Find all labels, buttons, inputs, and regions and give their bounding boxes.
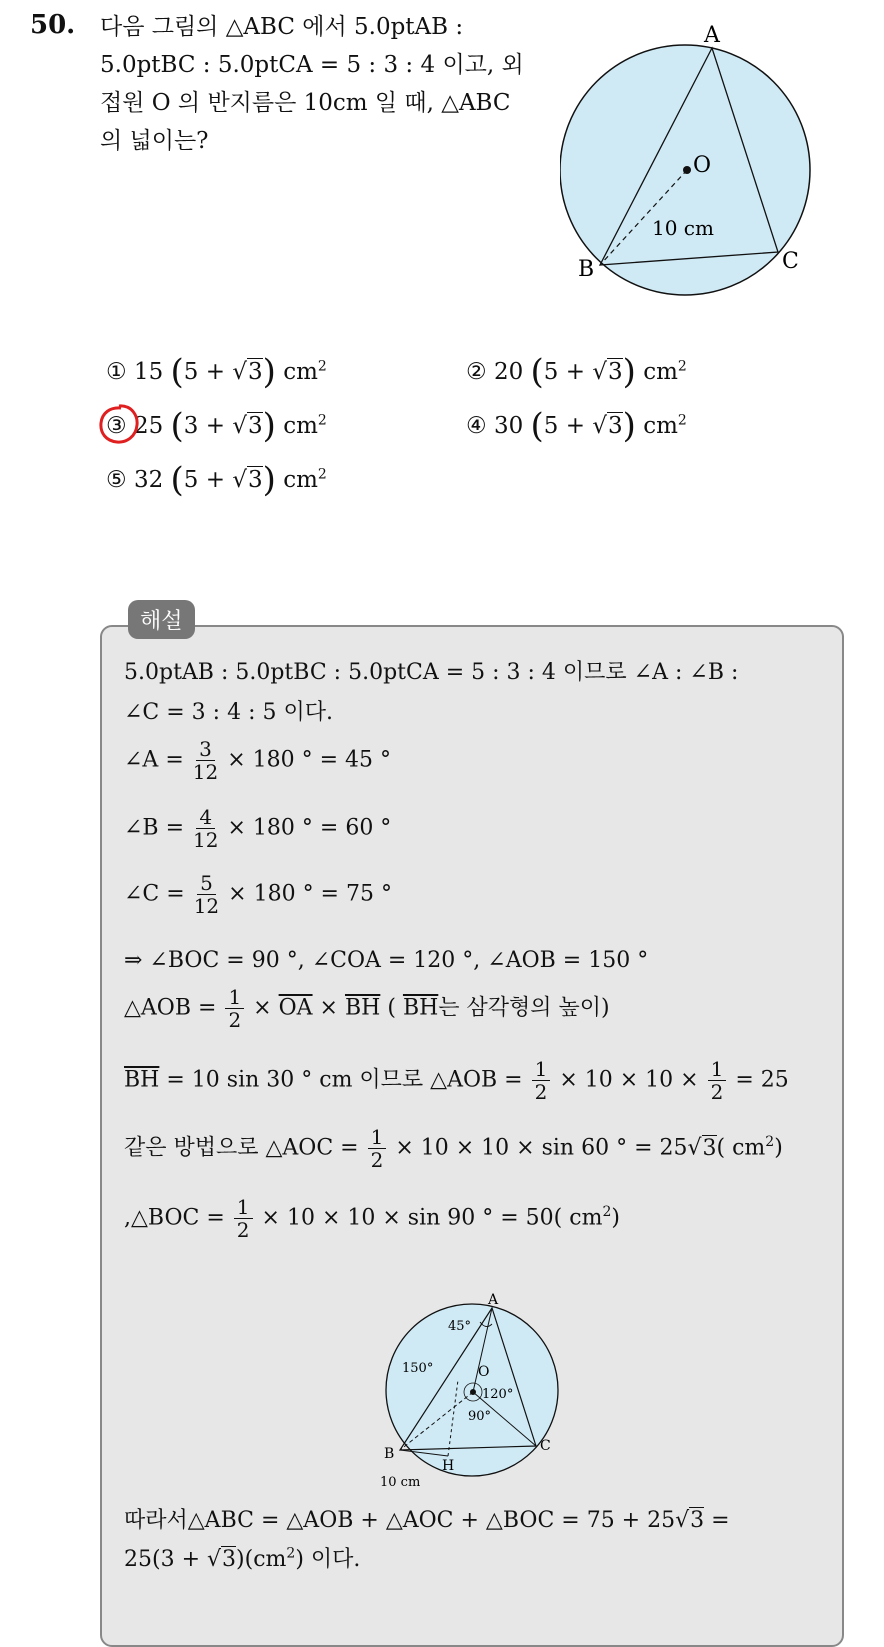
choice-unit: cm (283, 413, 318, 439)
question-line: 의 넓이는? (100, 128, 209, 154)
choice-inner: 5 + (543, 413, 586, 439)
choice-inner: 5 + (543, 359, 586, 385)
choice-exp: 2 (317, 358, 327, 375)
center-point (683, 166, 691, 174)
choice-3[interactable]: ③ 25 (3 + √3) $cm^2$ (106, 406, 327, 446)
choice-1[interactable]: ① 15 (5 + √3) $cm^2$ (106, 352, 327, 392)
solution-line: $\overline{BH} = 10$ sin 30 ° cm 이므로 △AOB = $\frac{1}{2}$ × 10 × 10 × $\frac{1}{2}$ = 25 (124, 1057, 789, 1104)
choice-coef: 32 (133, 467, 164, 493)
choice-root: 3 (247, 359, 263, 385)
choice-root: 3 (607, 359, 623, 385)
label-b: B (578, 257, 595, 282)
svg-text:45°: 45° (448, 1319, 472, 1334)
choice-inner: 5 + (183, 467, 226, 493)
choice-mark: ② (466, 359, 487, 385)
choice-mark: ⑤ (106, 467, 127, 493)
choice-coef: 30 (493, 413, 524, 439)
svg-text:90°: 90° (468, 1409, 492, 1424)
solution-line: △AOB = $\frac{1}{2}$ × $\overline{OA} \times \overline{BH}$ ( $\overline{BH}$는 삼각형의 높이) (124, 985, 610, 1032)
question-text (100, 8, 550, 160)
choice-unit: cm (643, 359, 678, 385)
solution-line: 5.0ptAB : 5.0ptBC : 5.0ptCA = 5 : 3 : 4 이므로 ∠A : ∠B : (124, 660, 739, 685)
choice-mark: ① (106, 359, 127, 385)
question-line: 5.0ptBC : 5.0ptCA = 5 : 3 : 4 이고, 외 (100, 52, 524, 78)
choice-exp: 2 (317, 412, 327, 429)
svg-text:B: B (384, 1446, 395, 1462)
label-o: O (693, 153, 712, 178)
choice-root: 3 (247, 467, 263, 493)
solution-line: ∠B = $\frac{4}{12}$ × 180 ° = 60 ° (124, 805, 392, 852)
choice-unit: cm (283, 359, 318, 385)
choice-mark: ④ (466, 413, 487, 439)
choice-inner: 3 + (183, 413, 226, 439)
choice-unit: cm (643, 413, 678, 439)
label-a: A (704, 23, 720, 48)
svg-text:120°: 120° (482, 1387, 514, 1402)
answer-circle-mark (96, 402, 142, 446)
circumcircle-figure (560, 20, 820, 310)
choice-mark: ③ (106, 413, 127, 439)
solution-tag: 해설 (128, 600, 195, 639)
solution-line: ∠C = 3 : 4 : 5 이다. (124, 700, 333, 725)
question-line: 접원 O 의 반지름은 10cm 일 때, △ABC (100, 90, 511, 116)
choice-root: 3 (607, 413, 623, 439)
choice-4[interactable]: ④ 30 (5 + √3) $cm^2$ (466, 406, 687, 446)
question-number: 50. (30, 10, 76, 40)
choice-root: 3 (247, 413, 263, 439)
choice-5[interactable]: ⑤ 32 (5 + √3) $cm^2$ (106, 460, 327, 500)
question-line: 다음 그림의 △ABC 에서 5.0ptAB : (100, 14, 464, 40)
svg-text:C: C (540, 1438, 551, 1454)
choice-coef: 15 (133, 359, 164, 385)
choice-coef: 20 (493, 359, 524, 385)
choice-inner: 5 + (183, 359, 226, 385)
solution-line: 따라서△ABC = △AOB + △AOC + △BOC = 75 + 25√3 = (124, 1508, 730, 1533)
choice-unit: cm (283, 467, 318, 493)
solution-line: ,△BOC = $\frac{1}{2}$ × 10 × 10 × sin 90 ° = 50( $cm^2$) (124, 1195, 620, 1242)
choice-exp: 2 (317, 466, 327, 483)
choice-2[interactable]: ② 20 (5 + √3) $cm^2$ (466, 352, 687, 392)
choice-exp: 2 (677, 412, 687, 429)
svg-text:150°: 150° (402, 1361, 434, 1376)
solution-line: ∠A = $\frac{3}{12}$ × 180 ° = 45 ° (124, 737, 392, 784)
solution-line: $25(3 + √3)(cm^2)$ 이다. (124, 1545, 361, 1572)
svg-text:H: H (442, 1458, 455, 1474)
choice-exp: 2 (677, 358, 687, 375)
radius-label: 10 cm (652, 216, 714, 240)
svg-text:A: A (488, 1292, 499, 1308)
solution-figure (380, 1290, 580, 1510)
label-c: C (782, 249, 799, 274)
choice-coef: 25 (133, 413, 164, 439)
svg-text:10 cm: 10 cm (380, 1475, 421, 1490)
solution-line: ∠C = $\frac{5}{12}$ × 180 ° = 75 ° (124, 871, 392, 918)
svg-text:O: O (478, 1364, 490, 1380)
solution-line: ⇒ ∠BOC = 90 °, ∠COA = 120 °, ∠AOB = 150 ° (124, 948, 649, 973)
solution-line: 같은 방법으로 △AOC = $\frac{1}{2}$ × 10 × 10 × sin 60 ° = 25√3( $cm^2$) (124, 1125, 783, 1172)
